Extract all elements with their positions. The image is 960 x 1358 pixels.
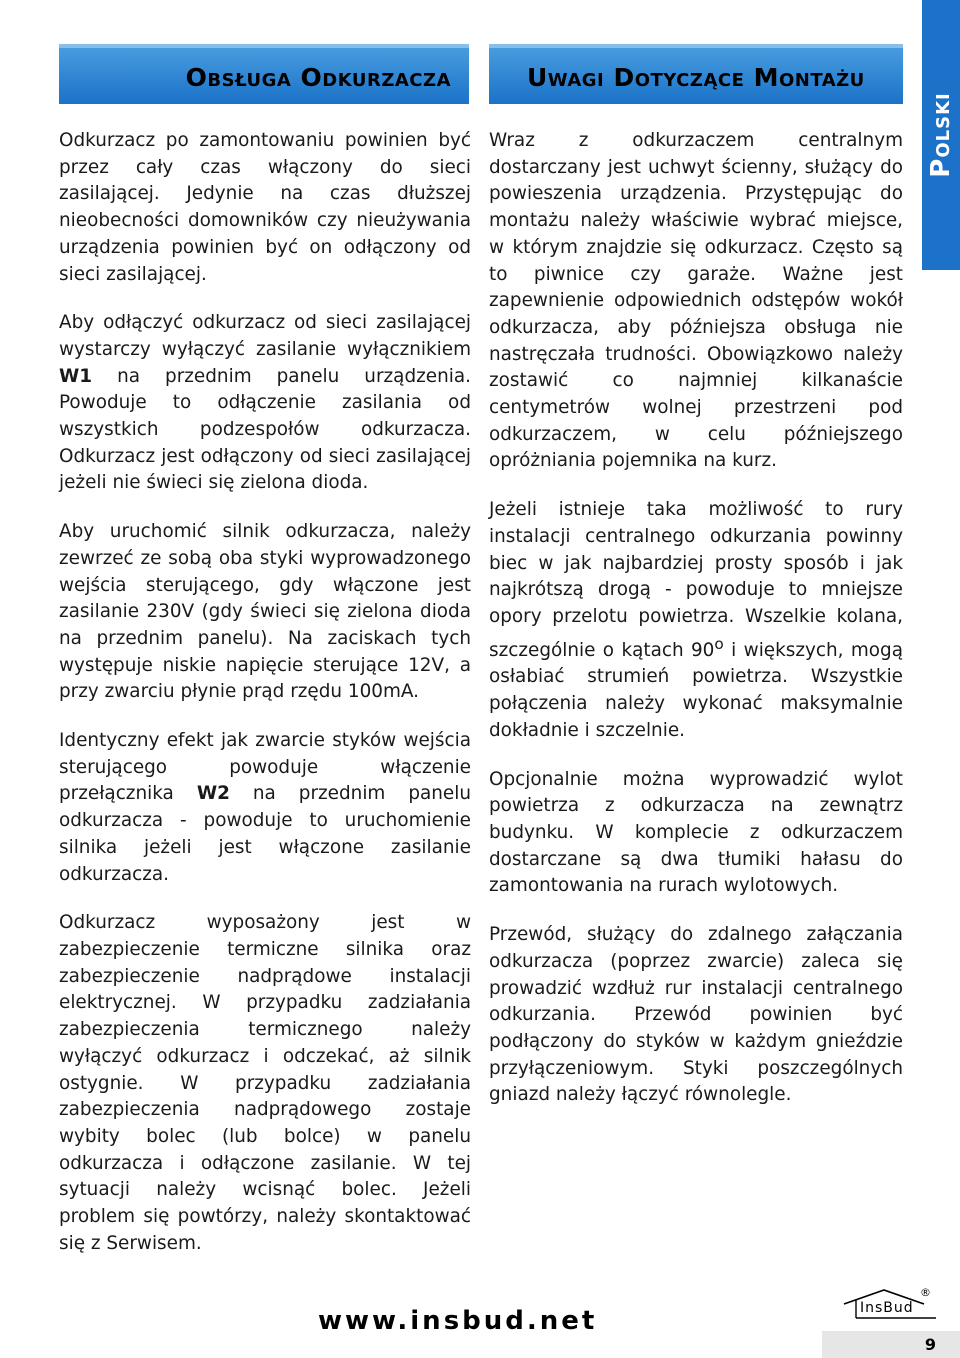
- paragraph-text: Jeżeli istnieje taka możliwość to rury instalacji centralnego odkurzania powinny biec w jak najbardziej prosty sposób i jak najkrótszą drogą - powoduje to mniejsze opory przelotu powietrza. Wszelkie kolana, szczególnie o kątach 90: [489, 499, 903, 661]
- language-tab: [922, 0, 960, 270]
- paragraph: Aby uruchomić silnik odkurzacza, należy zewrzeć ze sobą oba styki wyprowadzonego wejścia sterującego, gdy włączone jest zasilanie 230V (gdy świeci się zielona dioda na przednim panelu). Na zaciskach tych występuje niskie napięcie sterujące 12V, a przy zwarciu płynie prąd rzędu 100mA.: [59, 521, 471, 703]
- registered-mark: ®: [920, 1286, 931, 1299]
- website-url[interactable]: www.insbud.net: [318, 1306, 598, 1336]
- switch-label-w2: W2: [196, 783, 230, 805]
- paragraph: Przewód, służący do zdalnego załączania odkurzacza (poprzez zwarcie) zaleca się prowadzić wzdłuż rur instalacji centralnego odkurzania. Przewód powinien być podłączony do styków w każdym gnieździe przyłączeniowym. Styki poszczególnych gniazd należy łączyć równolegle.: [489, 924, 903, 1106]
- paragraph: Odkurzacz wyposażony jest w zabezpieczenie termiczne silnika oraz zabezpieczenie nadprądowe instalacji elektrycznej. W przypadku zadziałania zabezpieczenia termicznego należy wyłączyć odkurzacz i odczekać, aż silnik ostygnie. W przypadku zadziałania zabezpieczenia nadprądowego zostaje wybity bolec (lub bolce) w panelu odkurzacza i odłączone zasilanie. W tej sytuacji należy wcisnąć bolec. Jeżeli problem się powtórzy, należy skontaktować się z Serwisem.: [59, 912, 471, 1254]
- section-header-operation: [59, 44, 469, 104]
- section-title-operation: Obsługa Odkurzacza: [185, 63, 451, 92]
- paragraph: Odkurzacz po zamontowaniu powinien być przez cały czas włączony do sieci zasilającej. Jedynie na czas dłuższej nieobecności domowników czy nieużywania urządzenia powinien być on odłączony od sieci zasilającej.: [59, 130, 471, 285]
- section-header-installation: [489, 44, 903, 104]
- right-column: [489, 128, 903, 1131]
- paragraph: [59, 310, 471, 497]
- page-number-bar: [822, 1331, 960, 1358]
- paragraph: [489, 497, 903, 744]
- language-tab-label: Polski: [926, 92, 956, 178]
- paragraph-text: Aby odłączyć odkurzacz od sieci zasilającej wystarczy wyłączyć zasilanie wyłącznikiem: [59, 312, 471, 360]
- paragraph: [59, 728, 471, 888]
- page-number: 9: [924, 1335, 936, 1354]
- section-title-installation: Uwagi Dotyczące Montażu: [527, 63, 865, 92]
- paragraph-text: na przednim panelu odkurzacza - powoduje to uruchomienie silnika jeżeli jest włączone zasilanie odkurzacza.: [59, 783, 471, 885]
- paragraph: Wraz z odkurzaczem centralnym dostarczany jest uchwyt ścienny, służący do powieszenia urządzenia. Przystępując do montażu należy właściwie wybrać miejsce, w którym znajdzie się odkurzacz. Często są to piwnice czy garaże. Ważne jest zapewnienie odpowiednich odstępów wokół odkurzacza, aby późniejsza obsługa nie nastręczała trudności. Obowiązkowo należy zostawić co najmniej kilkanaście centymetrów wolnej przestrzeni pod odkurzaczem, w celu późniejszego opróżniania pojemnika na kurz.: [489, 130, 903, 472]
- logo-wordmark: InsBud: [860, 1300, 914, 1316]
- left-column: [59, 128, 471, 1279]
- paragraph-text: Identyczny efekt jak zwarcie styków wejścia sterującego powoduje włączenie przełącznika: [59, 730, 471, 805]
- paragraph: Opcjonalnie można wyprowadzić wylot powietrza z odkurzacza na zewnątrz budynku. W komplecie z odkurzaczem dostarczane są dwa tłumiki hałasu do zamontowania na rurach wylotowych.: [489, 768, 903, 897]
- paragraph-text: na przednim panelu urządzenia. Powoduje to odłączenie zasilania od wszystkich podzespołów odkurzacza. Odkurzacz jest odłączony od sieci zasilającej jeżeli nie świeci się zielona dioda.: [59, 365, 471, 494]
- paragraph-text: i większych, mogą osłabiać strumień powietrza. Wszystkie połączenia należy wykonać maksymalnie dokładnie i szczelnie.: [489, 639, 903, 741]
- switch-label-w1: W1: [59, 365, 93, 387]
- degree-superscript: o: [714, 634, 724, 653]
